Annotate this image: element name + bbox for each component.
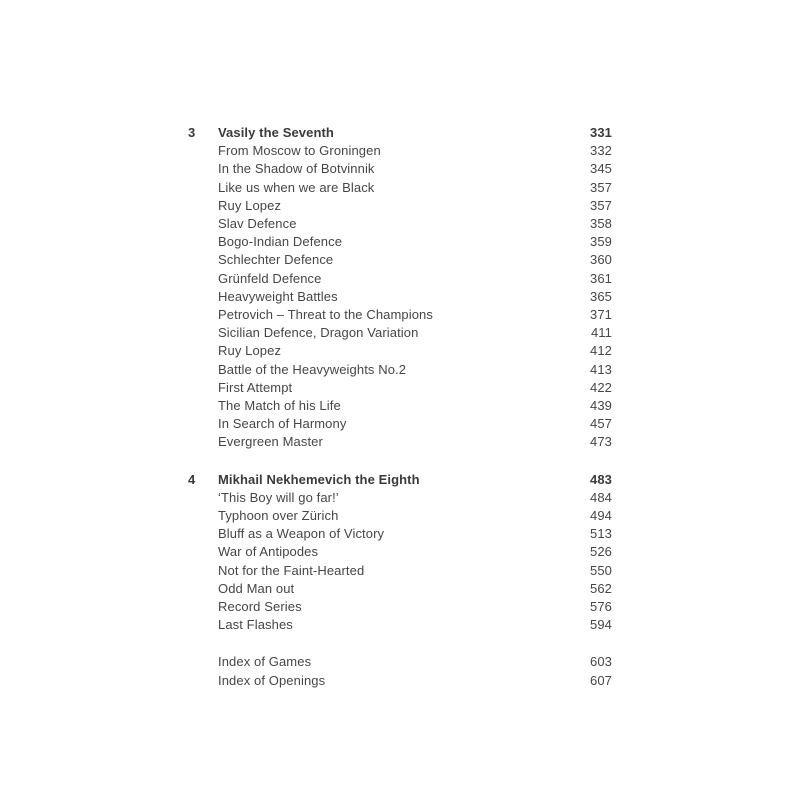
- entry-title: Like us when we are Black: [218, 179, 375, 195]
- entry-title: Typhoon over Zürich: [218, 508, 339, 524]
- entry-title: Evergreen Master: [218, 434, 323, 450]
- chapter-number: [188, 543, 218, 561]
- entry-page-number: 413: [590, 361, 612, 377]
- toc-entry-row: [188, 251, 612, 269]
- entry-page-number: 594: [590, 617, 612, 633]
- entry-page-number: 331: [590, 125, 612, 140]
- toc-section: [188, 124, 612, 452]
- entry-title: Sicilian Defence, Dragon Variation: [218, 325, 419, 341]
- entry-title: Heavyweight Battles: [218, 288, 338, 304]
- chapter-number: [188, 672, 218, 690]
- entry-page-number: 371: [590, 307, 612, 323]
- chapter-number: 4: [188, 471, 196, 487]
- toc-entry-row: [188, 233, 612, 251]
- chapter-number: [188, 433, 218, 451]
- entry-title: Bogo-Indian Defence: [218, 234, 343, 250]
- entry-page-number: 439: [590, 398, 612, 414]
- entry-page-number: 365: [590, 288, 612, 304]
- toc-entry-row: [188, 288, 612, 306]
- chapter-number: [188, 562, 218, 580]
- entry-page-number: 576: [590, 599, 612, 615]
- chapter-number: 3: [188, 125, 196, 140]
- toc-entry-row: [188, 489, 612, 507]
- toc-entry-row: [188, 525, 612, 543]
- chapter-number: [188, 415, 218, 433]
- entry-title: In the Shadow of Botvinnik: [218, 161, 375, 177]
- toc-entry-row: [188, 306, 612, 324]
- toc-entry-row: [188, 379, 612, 397]
- entry-page-number: 358: [590, 216, 612, 232]
- entry-title: Vasily the Seventh: [218, 125, 334, 140]
- toc-entry-row: [188, 580, 612, 598]
- chapter-number: [188, 397, 218, 415]
- entry-title: War of Antipodes: [218, 544, 319, 560]
- entry-page-number: 484: [590, 489, 612, 505]
- toc-entry-row: [188, 672, 612, 690]
- chapter-number: [188, 379, 218, 397]
- toc-entry-row: [188, 215, 612, 233]
- entry-title: Index of Openings: [218, 672, 326, 688]
- entry-page-number: 603: [590, 654, 612, 670]
- chapter-number: [188, 324, 218, 342]
- entry-title: Record Series: [218, 599, 302, 615]
- entry-title: Last Flashes: [218, 617, 293, 633]
- entry-title: Grünfeld Defence: [218, 270, 322, 286]
- entry-page-number: 483: [590, 471, 612, 487]
- toc-entry-row: [188, 179, 612, 197]
- toc-entry-row: [188, 616, 612, 634]
- entry-page-number: 361: [590, 270, 612, 286]
- toc-chapter-row: [188, 471, 612, 489]
- entry-page-number: 562: [590, 580, 612, 596]
- toc-entry-row: [188, 270, 612, 288]
- chapter-number: [188, 288, 218, 306]
- entry-title: Ruy Lopez: [218, 343, 282, 359]
- toc-entry-row: [188, 653, 612, 671]
- toc-entry-row: [188, 397, 612, 415]
- chapter-number: [188, 306, 218, 324]
- chapter-number: [188, 616, 218, 634]
- toc-entry-row: [188, 543, 612, 561]
- chapter-number: [188, 179, 218, 197]
- entry-title: Bluff as a Weapon of Victory: [218, 526, 385, 542]
- entry-title: From Moscow to Groningen: [218, 143, 381, 159]
- toc-entry-row: [188, 415, 612, 433]
- toc-root: [188, 124, 612, 690]
- entry-title: Index of Games: [218, 654, 312, 670]
- entry-title: Mikhail Nekhemevich the Eighth: [218, 471, 420, 487]
- entry-title: In Search of Harmony: [218, 416, 347, 432]
- entry-page-number: 345: [590, 161, 612, 177]
- chapter-number: [188, 270, 218, 288]
- chapter-number: [188, 215, 218, 233]
- chapter-number: [188, 580, 218, 598]
- entry-page-number: 457: [590, 416, 612, 432]
- entry-page-number: 513: [590, 526, 612, 542]
- toc-section: [188, 471, 612, 635]
- toc-back-matter: [188, 653, 612, 689]
- chapter-number: [188, 489, 218, 507]
- entry-title: Battle of the Heavyweights No.2: [218, 361, 407, 377]
- chapter-number: [188, 653, 218, 671]
- chapter-number: [188, 525, 218, 543]
- entry-title: The Match of his Life: [218, 398, 341, 414]
- toc-entry-row: [188, 507, 612, 525]
- entry-page-number: 526: [590, 544, 612, 560]
- entry-page-number: 359: [590, 234, 612, 250]
- toc-entry-row: [188, 197, 612, 215]
- toc-entry-row: [188, 342, 612, 360]
- entry-page-number: 473: [590, 434, 612, 450]
- entry-title: Odd Man out: [218, 580, 295, 596]
- toc-entry-row: [188, 160, 612, 178]
- entry-page-number: 550: [590, 562, 612, 578]
- entry-page-number: 360: [590, 252, 612, 268]
- entry-title: First Attempt: [218, 379, 293, 395]
- entry-page-number: 607: [590, 672, 612, 688]
- toc-entry-row: [188, 598, 612, 616]
- toc-entry-row: [188, 361, 612, 379]
- entry-title: ‘This Boy will go far!’: [218, 489, 339, 505]
- entry-page-number: 422: [590, 379, 612, 395]
- toc-entry-row: [188, 324, 612, 342]
- chapter-number: [188, 197, 218, 215]
- entry-title: Schlechter Defence: [218, 252, 334, 268]
- entry-title: Ruy Lopez: [218, 197, 282, 213]
- toc-entry-row: [188, 562, 612, 580]
- entry-page-number: 412: [590, 343, 612, 359]
- chapter-number: [188, 233, 218, 251]
- entry-title: Slav Defence: [218, 216, 297, 232]
- chapter-number: [188, 142, 218, 160]
- entry-title: Petrovich – Threat to the Champions: [218, 307, 433, 323]
- entry-title: Not for the Faint-Hearted: [218, 562, 365, 578]
- entry-page-number: 357: [590, 197, 612, 213]
- entry-page-number: 494: [590, 508, 612, 524]
- toc-entry-row: [188, 433, 612, 451]
- chapter-number: [188, 160, 218, 178]
- entry-page-number: 357: [590, 179, 612, 195]
- toc-entry-row: [188, 142, 612, 160]
- chapter-number: [188, 361, 218, 379]
- entry-page-number: 411: [590, 325, 612, 341]
- chapter-number: [188, 342, 218, 360]
- chapter-number: [188, 251, 218, 269]
- chapter-number: [188, 507, 218, 525]
- toc-chapter-row: [188, 124, 612, 142]
- entry-page-number: 332: [590, 143, 612, 159]
- chapter-number: [188, 598, 218, 616]
